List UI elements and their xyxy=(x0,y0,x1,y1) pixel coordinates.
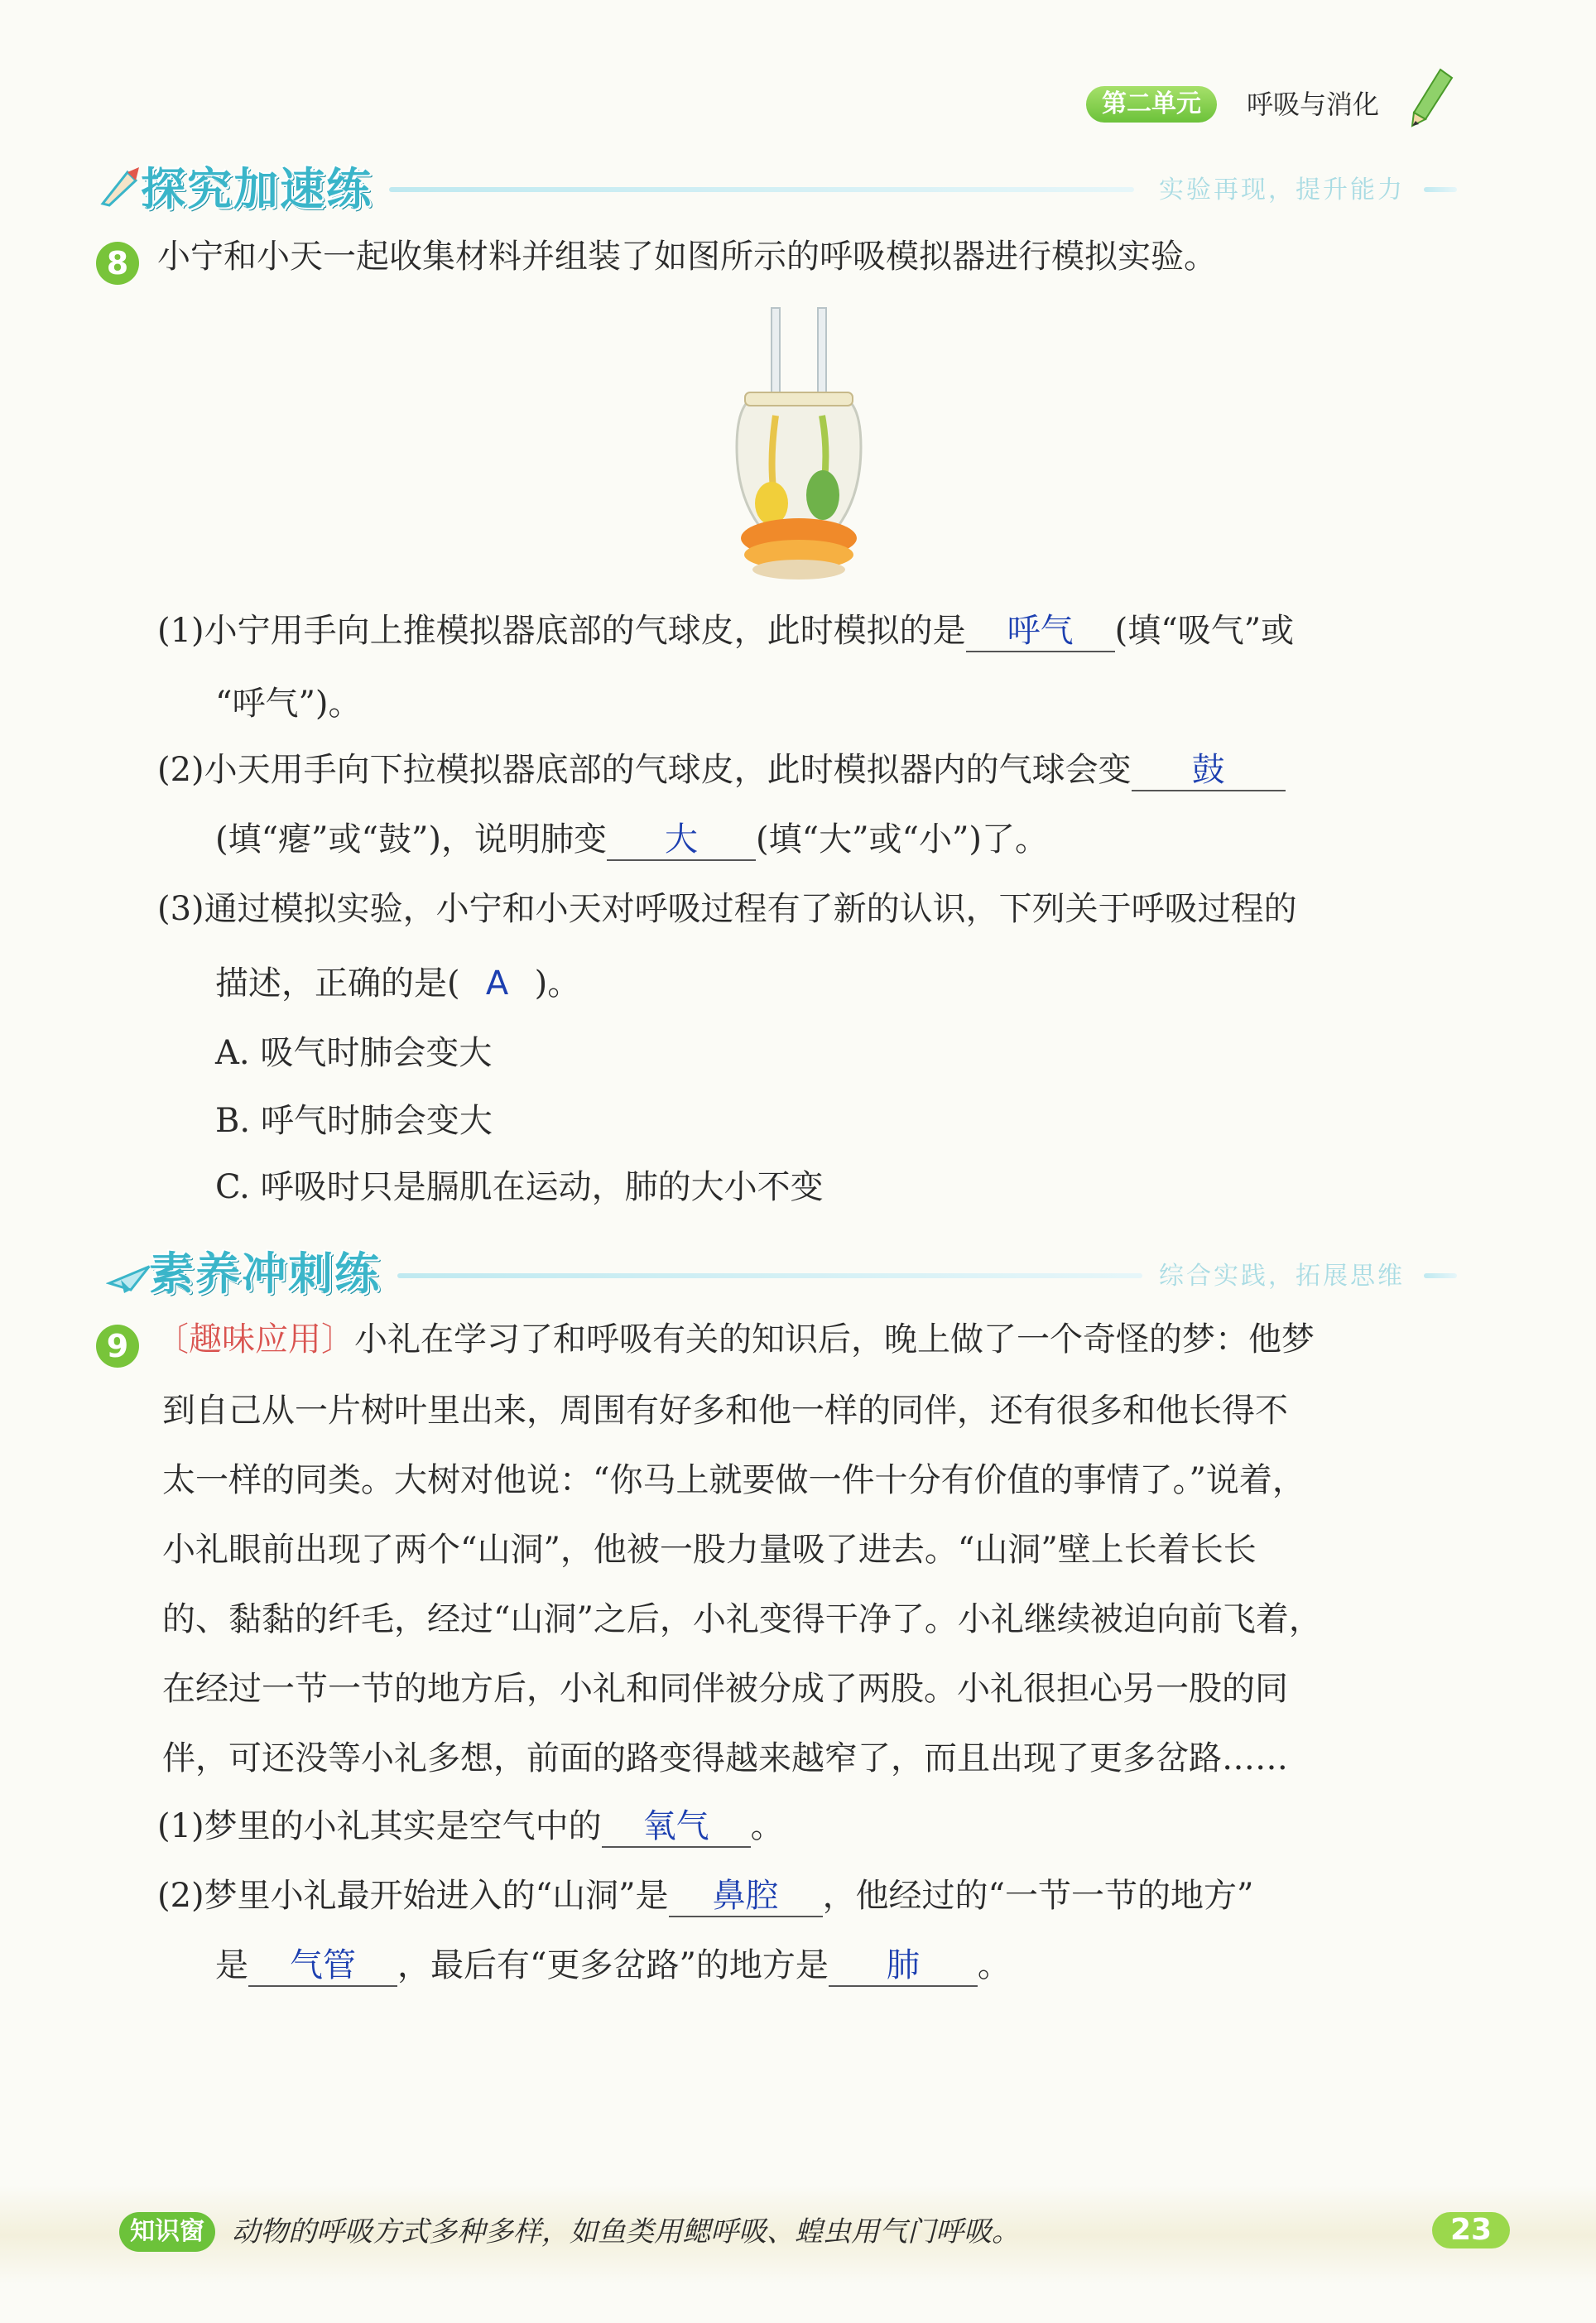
q9-line2: 到自己从一片树叶里出来，周围有好多和他一样的同伴，还有很多和他长得不 xyxy=(162,1392,1288,1430)
knowledge-badge: 知识窗 xyxy=(119,2212,215,2252)
q9-part2-cont: 是 气管 ，最后有“更多岔路”的地方是 肺 。 xyxy=(215,1945,1011,1987)
section-divider xyxy=(1424,187,1457,192)
answer-choice: A xyxy=(485,964,509,1003)
q9-line3: 太一样的同类。大树对他说：“你马上就要做一件十分有价值的事情了。”说着， xyxy=(162,1461,1305,1499)
q9-line7: 伴，可还没等小礼多想，前面的路变得越来越窄了，而且出现了更多岔路…… xyxy=(162,1739,1288,1777)
answer-blank: 气管 xyxy=(248,1945,397,1987)
answer-blank: 鼻腔 xyxy=(669,1876,823,1917)
option-b: B. 呼气时肺会变大 xyxy=(215,1102,493,1140)
section-title-literacy: 素养冲刺练 xyxy=(149,1248,381,1300)
answer-blank: 大 xyxy=(607,820,756,861)
q9-line4: 小礼眼前出现了两个“山洞”，他被一股力量吸了进去。“山洞”壁上长着长长 xyxy=(162,1531,1257,1569)
knowledge-text: 动物的呼吸方式多种多样，如鱼类用鳃呼吸、蝗虫用气门呼吸。 xyxy=(232,2215,1020,2248)
q9-part1: (1)梦里的小礼其实是空气中的 氧气 。 xyxy=(157,1806,784,1848)
q8-part1: (1)小宁用手向上推模拟器底部的气球皮，此时模拟的是 呼气 (填“吸气”或 xyxy=(157,611,1294,652)
q9-part2: (2)梦里小礼最开始进入的“山洞”是 鼻腔 ，他经过的“一节一节的地方” xyxy=(157,1876,1253,1917)
q8-part2-cont: (填“瘪”或“鼓”)，说明肺变 大 (填“大”或“小”)了。 xyxy=(215,820,1048,861)
page-number: 23 xyxy=(1432,2212,1510,2248)
question-number: 8 xyxy=(96,242,139,285)
q8-part1-cont: “呼气”)。 xyxy=(215,685,362,723)
unit-badge: 第二单元 xyxy=(1086,86,1217,123)
answer-blank: 呼气 xyxy=(966,611,1115,652)
section-divider xyxy=(1424,1273,1457,1278)
q9-line6: 在经过一节一节的地方后，小礼和同伴被分成了两股。小礼很担心另一股的同 xyxy=(162,1670,1288,1708)
answer-blank: 肺 xyxy=(829,1945,978,1987)
section-subtitle: 实验再现，提升能力 xyxy=(1159,176,1405,204)
rocket-icon xyxy=(98,162,144,209)
airplane-icon xyxy=(106,1250,152,1296)
q8-part3-cont: 描述，正确的是( A )。 xyxy=(215,964,581,1003)
answer-blank: 鼓 xyxy=(1132,750,1286,791)
section-divider xyxy=(389,187,1134,192)
option-c: C. 呼吸时只是膈肌在运动，肺的大小不变 xyxy=(215,1168,824,1206)
q9-line1: 〔趣味应用〕小礼在学习了和呼吸有关的知识后，晚上做了一个奇怪的梦：他梦 xyxy=(156,1320,1315,1359)
section-divider xyxy=(397,1273,1142,1278)
section-title-explore: 探究加速练 xyxy=(141,163,373,215)
unit-title: 呼吸与消化 xyxy=(1247,89,1380,120)
section-subtitle: 综合实践，拓展思维 xyxy=(1159,1262,1405,1291)
pencil-icon xyxy=(1409,66,1455,127)
question-stem: 小宁和小天一起收集材料并组装了如图所示的呼吸模拟器进行模拟实验。 xyxy=(157,238,1217,276)
breathing-model-image xyxy=(720,306,877,588)
option-a: A. 吸气时肺会变大 xyxy=(215,1034,493,1072)
answer-blank: 氧气 xyxy=(602,1806,751,1848)
q9-line5: 的、黏黏的纤毛，经过“山洞”之后，小礼变得干净了。小礼继续被迫向前飞着， xyxy=(162,1600,1322,1638)
question-number: 9 xyxy=(96,1325,139,1368)
q8-part3: (3)通过模拟实验，小宁和小天对呼吸过程有了新的认识，下列关于呼吸过程的 xyxy=(157,890,1297,928)
q8-part2: (2)小天用手向下拉模拟器底部的气球皮，此时模拟器内的气球会变 鼓 xyxy=(157,750,1286,791)
tag-label: 〔趣味应用〕 xyxy=(156,1320,354,1359)
